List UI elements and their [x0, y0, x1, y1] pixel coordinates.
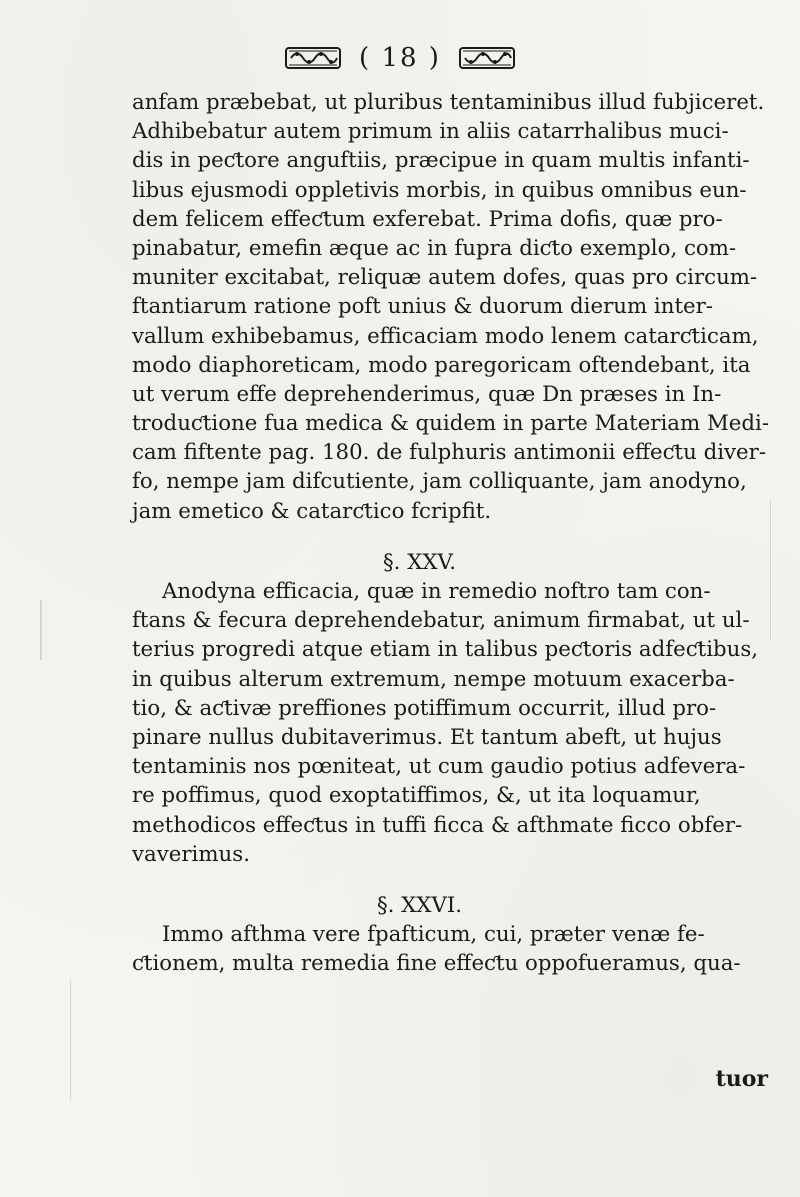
- catchword: tuor: [715, 1066, 768, 1092]
- section-heading: §. XXVI.: [376, 892, 463, 918]
- text-line: cam fiftente pag. 180. de fulphuris antimonii effeƈtu diver-: [132, 440, 767, 466]
- spacer: [132, 869, 797, 891]
- page-number: ( 18 ): [359, 43, 441, 73]
- floral-ornament-icon: [459, 45, 515, 71]
- text-line: jam emetico & catarƈtico fcripfit.: [132, 498, 492, 524]
- text-line: troduƈtione fua medica & quidem in parte Materiam Medi-: [132, 411, 770, 437]
- text-line: methodicos effeƈtus in tuffi ficca & afthmate ficco obfer-: [132, 812, 743, 838]
- text-line: re poffimus, quod exoptatiffimos, &, ut ita loquamur,: [132, 783, 701, 809]
- floral-ornament-icon: [285, 45, 341, 71]
- text-line: ut verum effe deprehenderimus, quæ Dn præses in In-: [132, 381, 722, 407]
- text-line: anfam præbebat, ut pluribus tentaminibus illud fubjiceret.: [132, 90, 765, 115]
- text-line: tentaminis nos pœniteat, ut cum gaudio potius adfevera-: [132, 754, 746, 780]
- paper-mark: [770, 500, 771, 640]
- text-line: Anodyna efficacia, quæ in remedio noftro tam con-: [162, 579, 711, 604]
- text-line: in quibus alterum extremum, nempe motuum exacerba-: [132, 666, 735, 692]
- paper-mark: [70, 980, 71, 1100]
- text-line: ftans & fecura deprehendebatur, animum firmabat, ut ul-: [132, 608, 750, 634]
- text-line: Immo afthma vere fpafticum, cui, præter venæ fe-: [162, 922, 705, 948]
- text-line: libus ejusmodi oppletivis morbis, in quibus omnibus eun-: [132, 177, 747, 203]
- text-line: tio, & aƈtivæ preffiones potiffimum occurrit, illud pro-: [132, 695, 717, 721]
- text-line: vaverimus.: [132, 841, 250, 867]
- paper-mark: [40, 600, 42, 660]
- text-line: fo, nempe jam difcutiente, jam colliquante, jam anodyno,: [132, 469, 747, 495]
- text-line: terius progredi atque etiam in talibus peƈtoris adfeƈtibus,: [132, 637, 759, 663]
- text-line: modo diaphoreticam, modo paregoricam oftendebant, ita: [132, 352, 751, 378]
- text-line: pinabatur, emefin æque ac in fupra diƈto exemplo, com-: [132, 235, 737, 261]
- text-line: Adhibebatur autem primum in aliis catarrhalibus muci-: [132, 119, 729, 145]
- text-line: vallum exhibebamus, efficaciam modo lenem catarƈticam,: [132, 323, 759, 349]
- spacer: [132, 526, 797, 548]
- body-text: [132, 88, 797, 978]
- text-line: dem felicem effeƈtum exferebat. Prima dofis, quæ pro-: [132, 206, 723, 232]
- page-header: [0, 36, 800, 80]
- text-line: dis in peƈtore anguftiis, præcipue in quam multis infanti-: [132, 148, 750, 174]
- text-line: ƈtionem, multa remedia fine effeƈtu oppofueramus, qua-: [132, 951, 741, 977]
- text-line: ftantiarum ratione poft unius & duorum dierum inter-: [132, 294, 713, 320]
- text-line: muniter excitabat, reliquæ autem dofes, quas pro circum-: [132, 265, 758, 291]
- section-heading: §. XXV.: [383, 549, 456, 575]
- text-line: pinare nullus dubitaverimus. Et tantum abeft, ut hujus: [132, 724, 722, 750]
